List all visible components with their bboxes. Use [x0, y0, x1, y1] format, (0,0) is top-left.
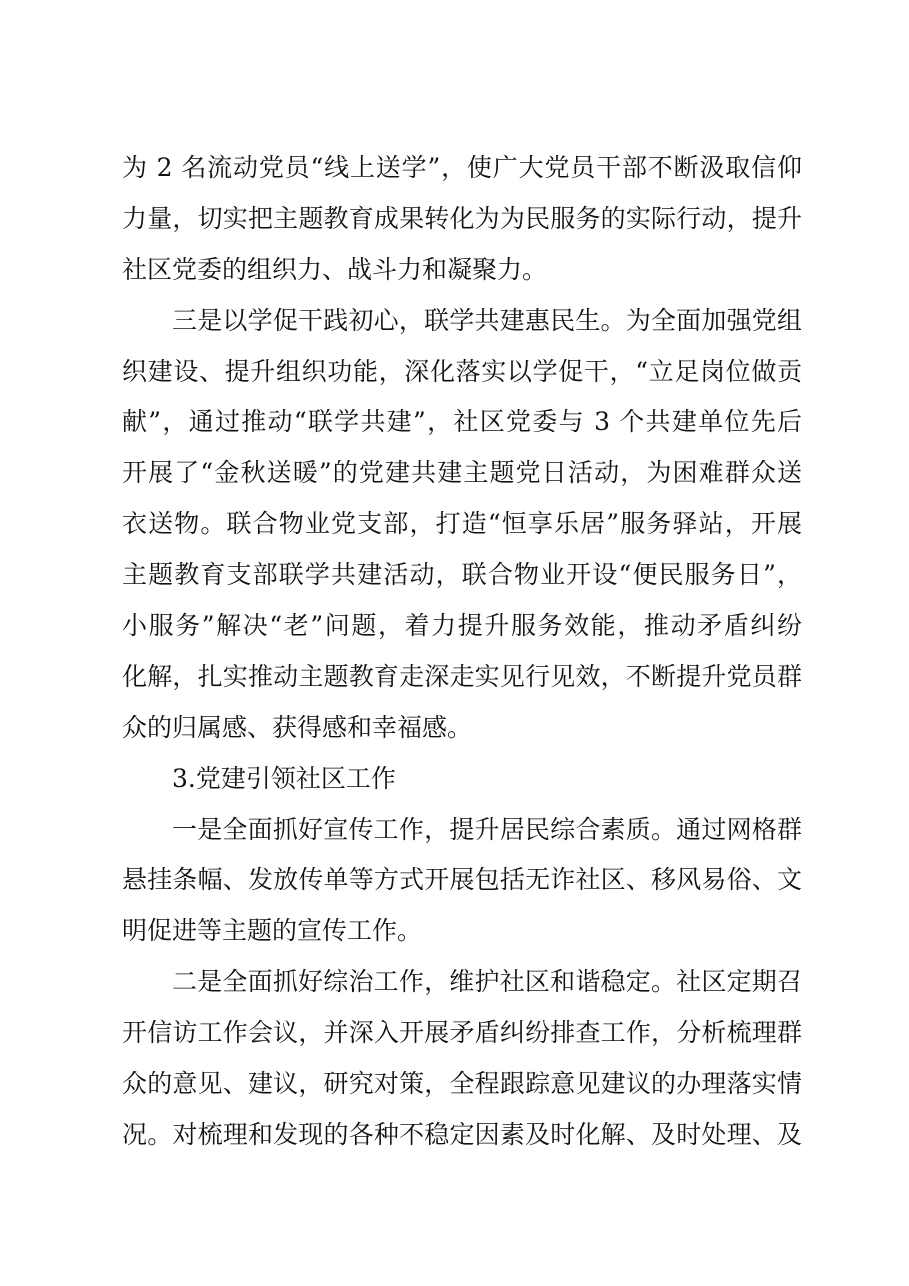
paragraph-first-line: 二是全面抓好综治工作，维护社区和谐稳定。社区定期召 [172, 967, 802, 997]
text-line: 社区党委的组织力、战斗力和凝聚力。 [122, 254, 548, 284]
text-line: 为 2 名流动党员“线上送学”，使广大党员干部不断汲取信仰 [122, 153, 802, 182]
text-line: 况。对梳理和发现的各种不稳定因素及时化解、及时处理、及 [122, 1119, 802, 1149]
section-heading: 3.党建引领社区工作 [172, 763, 396, 793]
text-line: 化解，扎实推动主题教育走深走实见行见效，不断提升党员群 [122, 661, 802, 691]
text-line: 众的归属感、获得感和幸福感。 [122, 712, 473, 742]
text-line: 小服务”解决“老”问题，着力提升服务效能，推动矛盾纠纷 [122, 611, 802, 641]
body-text [122, 143, 802, 1161]
text-line: 悬挂条幅、发放传单等方式开展包括无诈社区、移风易俗、文 [122, 865, 802, 895]
text-line: 献”，通过推动“联学共建”，社区党委与 3 个共建单位先后 [122, 407, 802, 437]
text-line: 主题教育支部联学共建活动，联合物业开设“便民服务日”， [122, 560, 802, 590]
text-line: 衣送物。联合物业党支部，打造“恒享乐居”服务驿站，开展 [122, 509, 802, 539]
text-line: 开信访工作会议，并深入开展矛盾纠纷排查工作，分析梳理群 [122, 1018, 802, 1048]
text-line: 众的意见、建议，研究对策，全程跟踪意见建议的办理落实情 [122, 1069, 802, 1099]
text-line: 力量，切实把主题教育成果转化为为民服务的实际行动，提升 [122, 203, 802, 233]
paragraph-first-line: 一是全面抓好宣传工作，提升居民综合素质。通过网格群 [172, 814, 802, 844]
text-line: 开展了“金秋送暖”的党建共建主题党日活动，为困难群众送 [122, 458, 802, 488]
text-line: 织建设、提升组织功能，深化落实以学促干，“立足岗位做贡 [122, 356, 802, 386]
text-line: 明促进等主题的宣传工作。 [122, 916, 423, 946]
paragraph-first-line: 三是以学促干践初心，联学共建惠民生。为全面加强党组 [172, 305, 802, 335]
